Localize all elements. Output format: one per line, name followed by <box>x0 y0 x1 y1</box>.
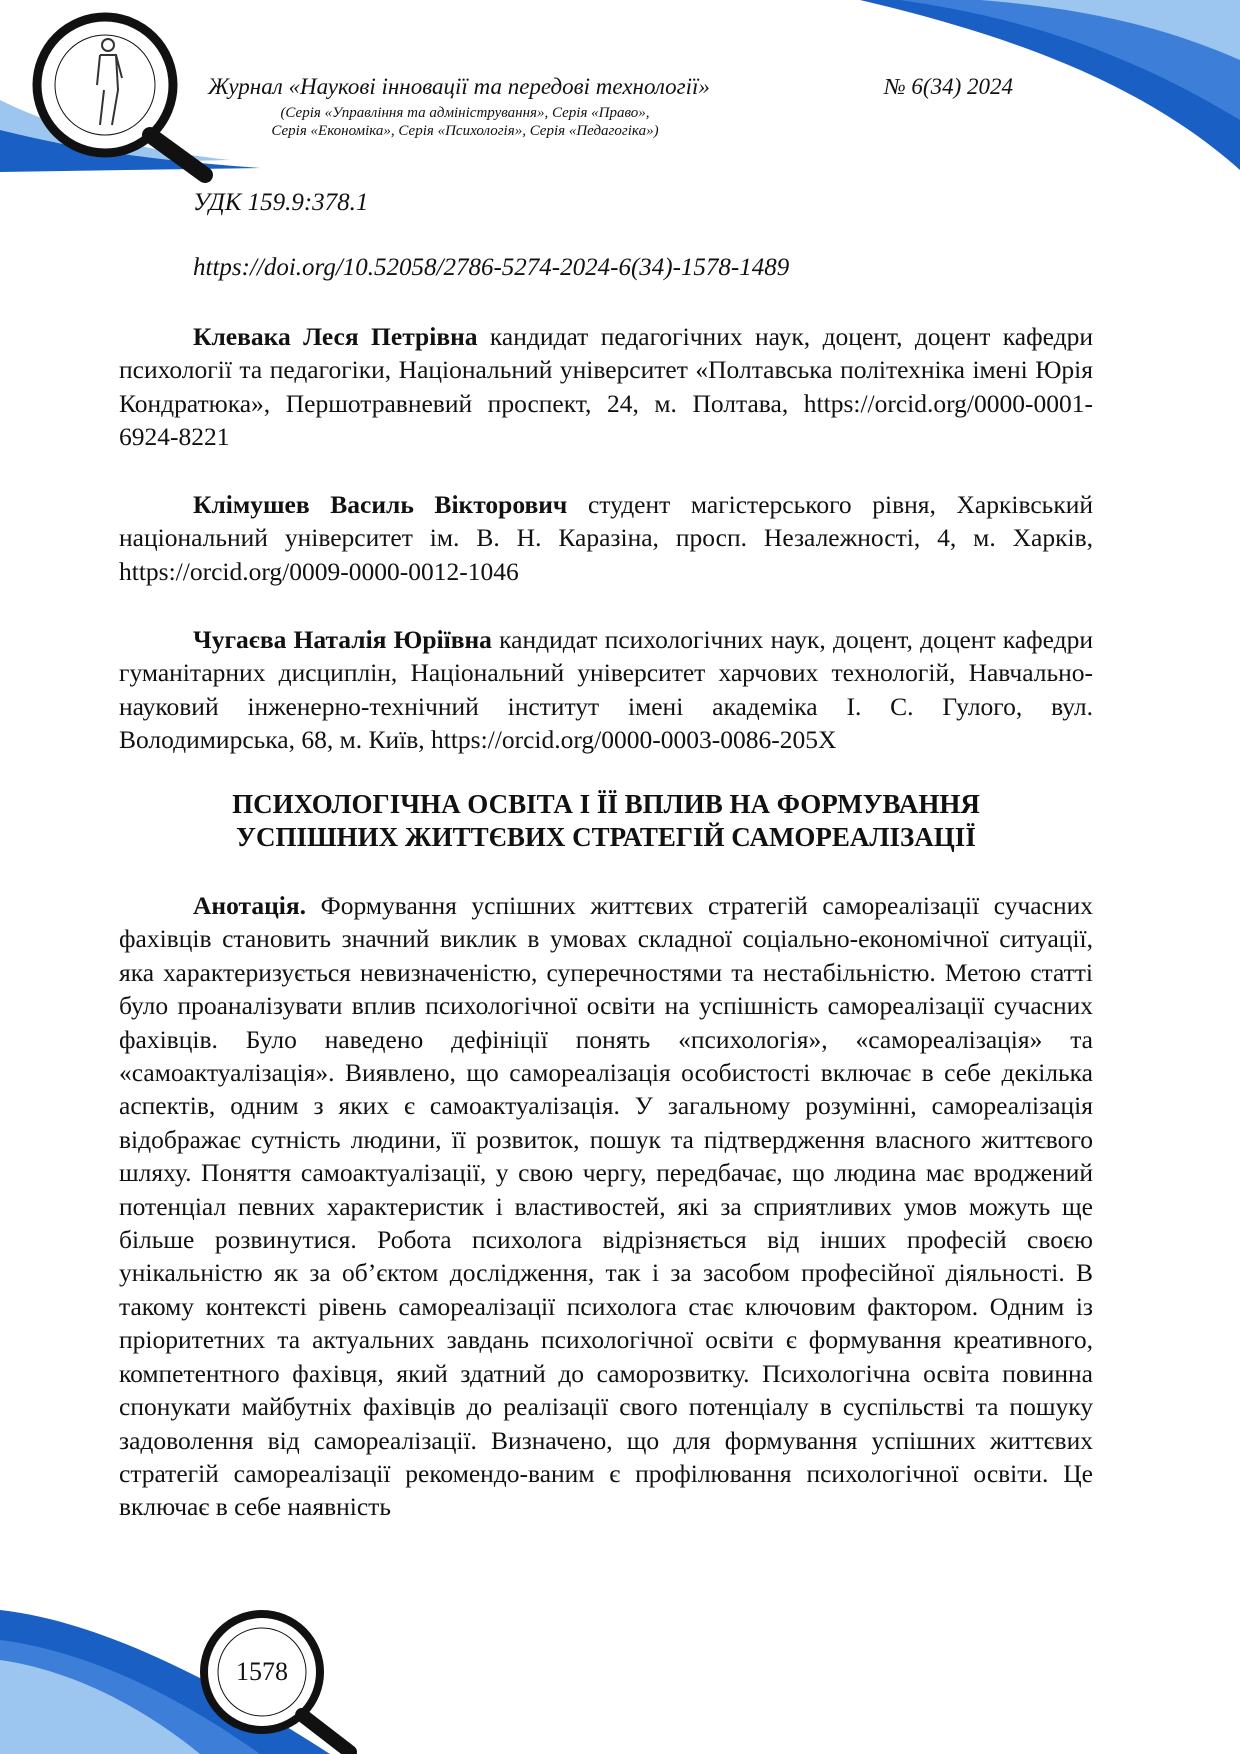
title-line-2: УСПІШНИХ ЖИТТЄВИХ СТРАТЕГІЙ САМОРЕАЛІЗАЦІЇ <box>236 822 976 852</box>
abstract-text: Формування успішних життєвих стратегій самореалізації сучасних фахівців становить значний виклик в умовах складної соціально-економічної ситуації, яка характеризується невизначеністю, суперечностями та нестабільністю. Метою статті було проаналізувати вплив психологічної освіти на успішність самореалізації сучасних фахівців. Було наведено дефініції понять «психологія», «самореалізація» та «самоактуалізація». Виявлено, що самореалізація особистості включає в себе декілька аспектів, одним з яких є самоактуалізація. У загальному розумінні, самореалізація відображає сутність людини, її розвиток, пошук та підтвердження власного життєвого шляху. Поняття самоактуалізації, у свою чергу, передбачає, що людина має вроджений потенціал певних характеристик і властивостей, які за сприятливих умов можуть ще більше розвинутися. Робота психолога відрізняється від інших професій своєю унікальністю як за об’єктом дослідження, так і за засобом професійної діяльності. В такому контексті рівень самореалізації психолога стає ключовим фактором. Одним із пріоритетних та актуальних завдань психологічної освіти є формування креативного, компетентного фахівця, який здатний до саморозвитку. Психологічна освіта повинна спонукати майбутніх фахівців до реалізації свого потенціалу в суспільстві та пошуку задоволення від самореалізації. Визначено, що для формування успішних життєвих стратегій самореалізації рекомендо-ваним є профілювання психологічної освіти. Це включає в себе наявність <box>119 891 1093 1522</box>
title-line-1: ПСИХОЛОГІЧНА ОСВІТА І ЇЇ ВПЛИВ НА ФОРМУВАННЯ <box>232 789 980 819</box>
author-name: Чугаєва Наталія Юріївна <box>193 625 492 654</box>
series-line-2: Серія «Економіка», Серія «Психологія», Серія «Педагогіка») <box>271 123 659 139</box>
abstract <box>119 889 1093 1524</box>
series-line-1: (Серія «Управління та адміністрування», Серія «Право», <box>280 105 650 121</box>
doi-link[interactable]: https://doi.org/10.52058/2786-5274-2024-6(34)-1578-1489 <box>193 254 790 281</box>
author-block-3 <box>119 623 1093 757</box>
author-name: Клімушев Василь Вікторович <box>193 490 568 519</box>
author-block-2 <box>119 488 1093 588</box>
author-details: кандидат педагогічних наук, доцент, доцент кафедри психології та педагогіки, Національний університет «Полтавська політехніка імені Юрія Кондратюка», Першотравневий проспект, 24, м. Полтава, https://orcid.org/0000-0001-6924-8221 <box>119 322 1093 452</box>
udk-code: УДК 159.9:378.1 <box>193 189 369 216</box>
page-number: 1578 <box>236 1657 288 1686</box>
issue-number: № 6(34) 2024 <box>884 74 1014 99</box>
article-title <box>119 788 1093 854</box>
author-name: Клевака Леся Петрівна <box>193 322 478 351</box>
journal-title: Журнал «Наукові інновації та передові технології» <box>208 74 710 99</box>
author-details: кандидат психологічних наук, доцент, доцент кафедри гуманітарних дисциплін, Національний університет харчових технологій, Навчально-науковий інженерно-технічний інститут імені академіка І. С. Гулого, вул. Володимирська, 68, м. Київ, https://orcid.org/0000-0003-0086-205X <box>119 625 1093 755</box>
author-details: студент магістерського рівня, Харківський національний університет ім. В. Н. Каразіна, просп. Незалежності, 4, м. Харків, https://orcid.org/0009-0000-0012-1046 <box>119 490 1093 586</box>
abstract-label: Анотація. <box>193 891 307 920</box>
author-block-1 <box>119 320 1093 454</box>
journal-series <box>230 104 700 140</box>
